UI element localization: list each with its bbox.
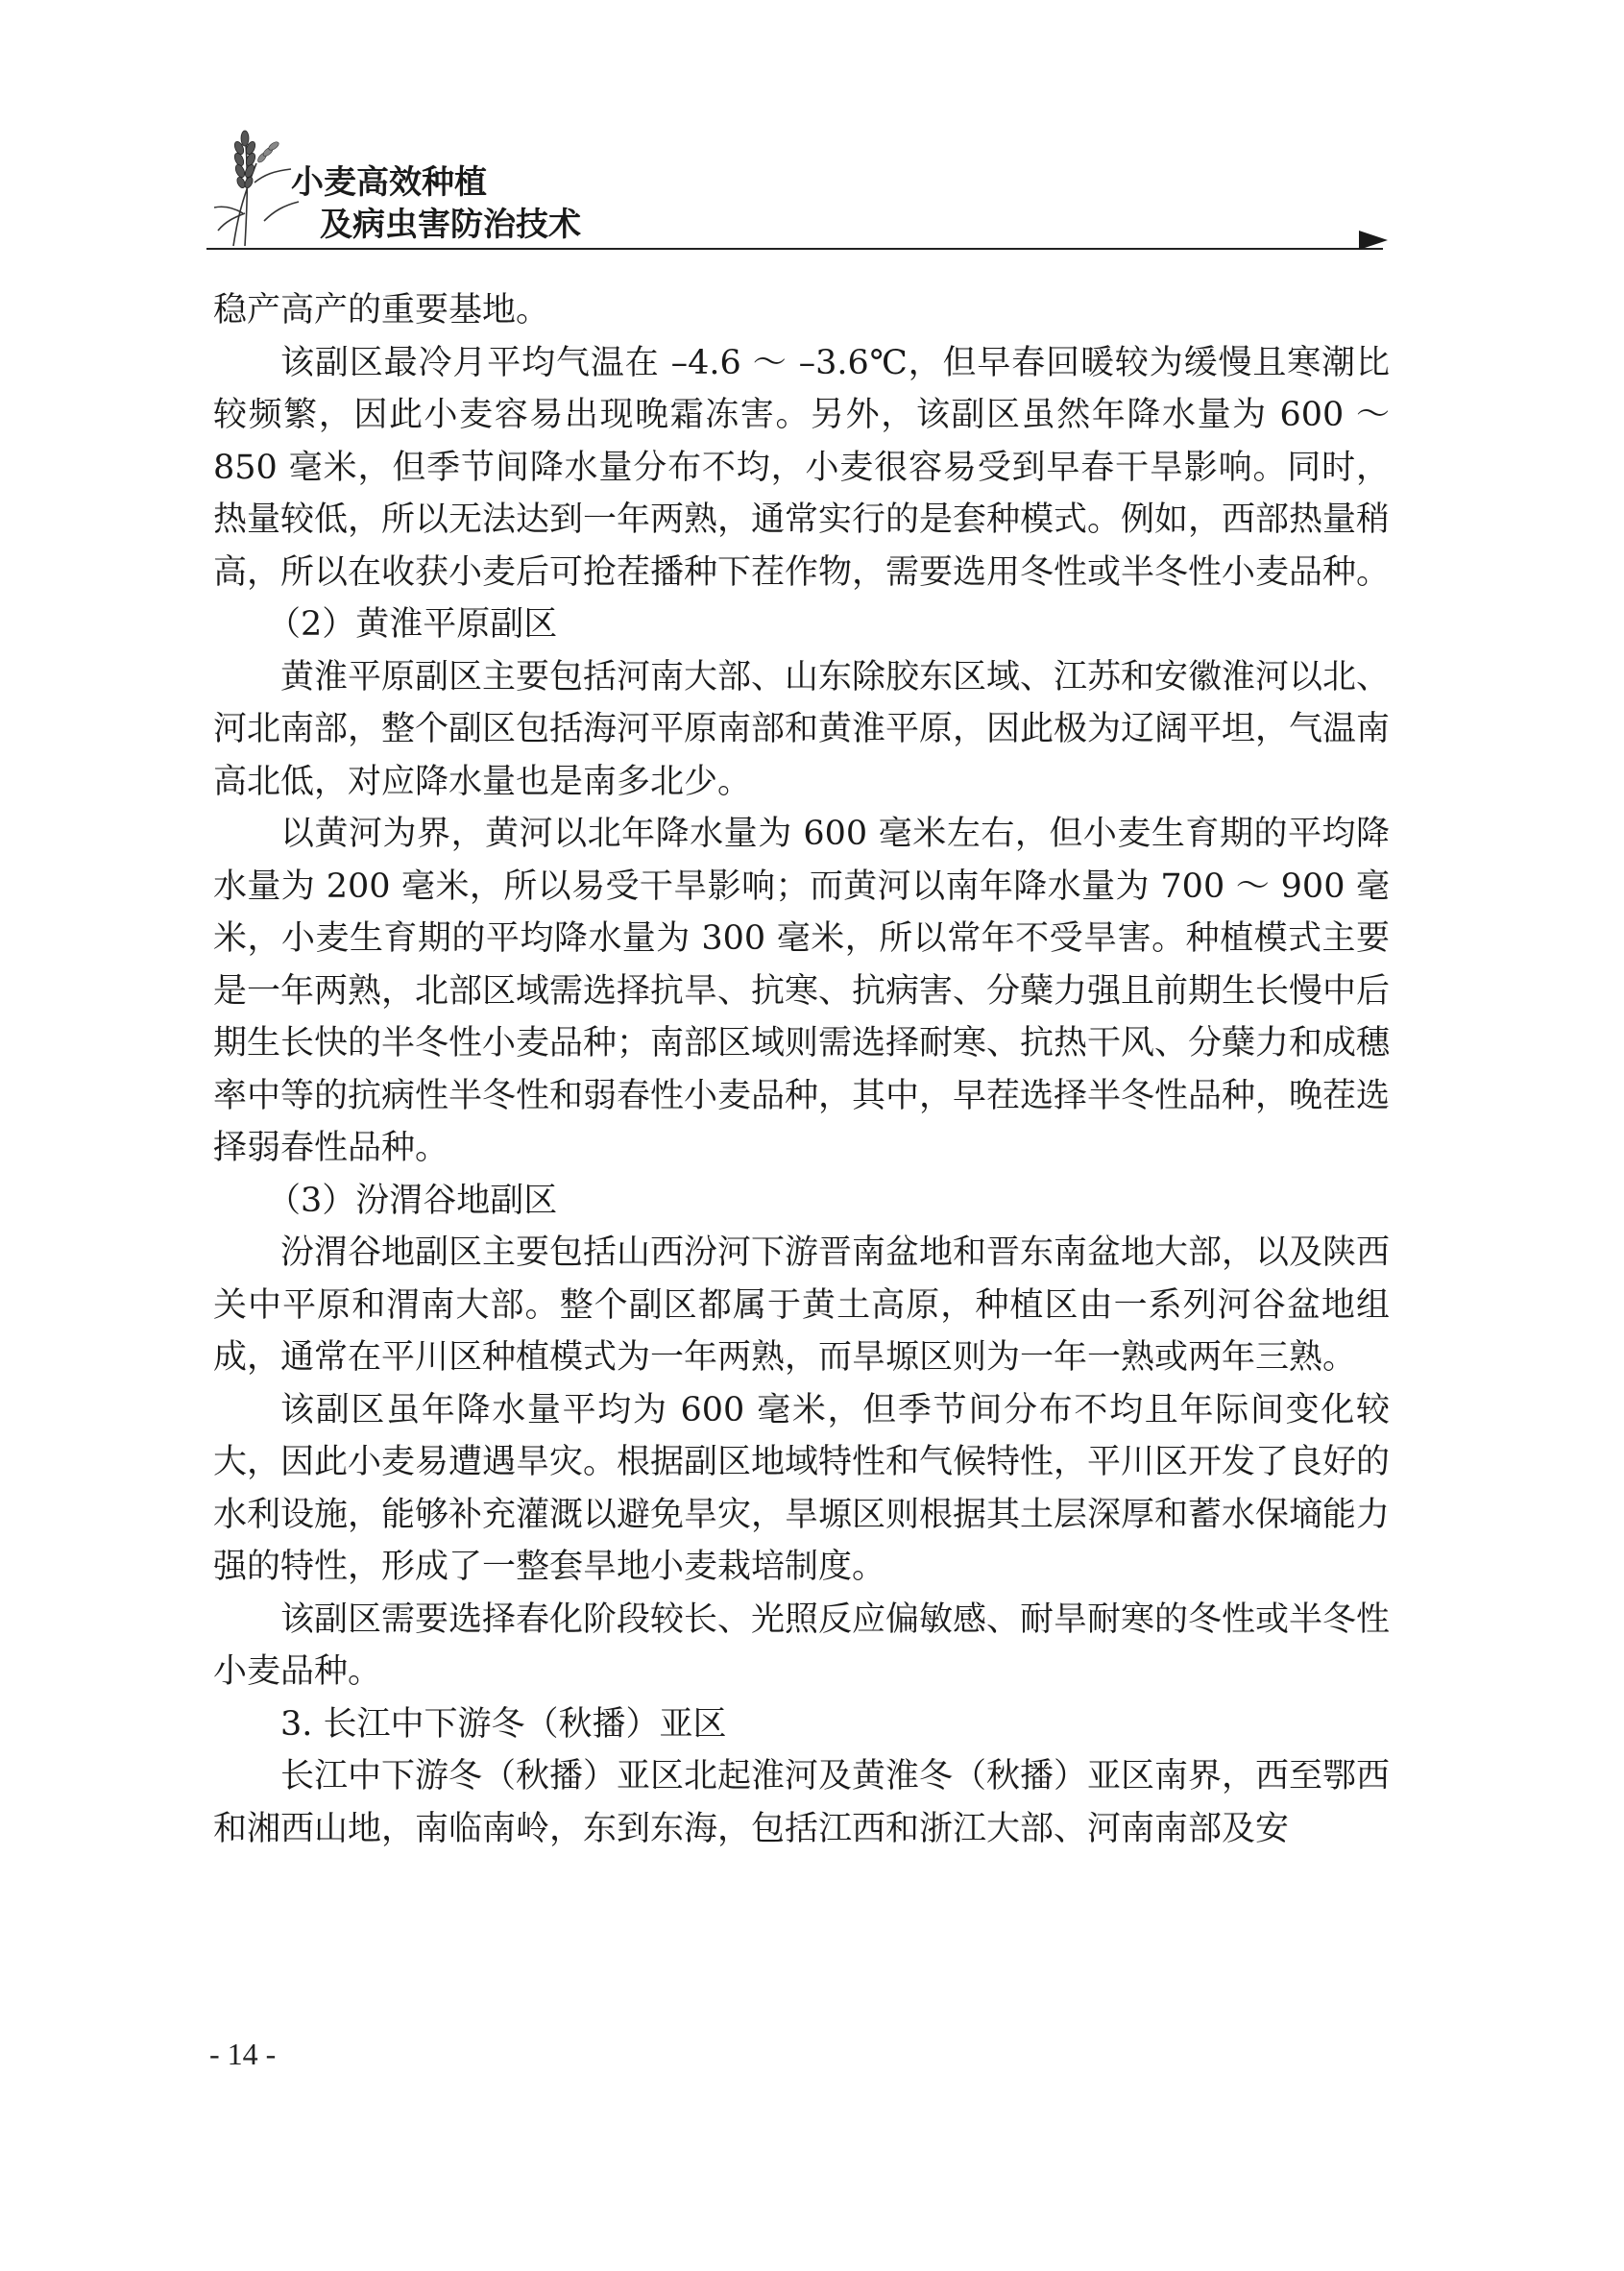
paragraph: 黄淮平原副区主要包括河南大部、山东除胶东区域、江苏和安徽淮河以北、河北南部，整个副区包括海河平原南部和黄淮平原，因此极为辽阔平坦，气温南高北低，对应降水量也是南多北少。 xyxy=(213,657,1391,801)
section-heading: （2）黄淮平原副区 xyxy=(267,605,558,644)
arrow-right-icon xyxy=(1359,231,1388,250)
page-body xyxy=(213,284,1390,1855)
page-number: - 14 - xyxy=(209,2037,277,2071)
header-divider xyxy=(206,248,1383,250)
book-title-line2: 及病虫害防治技术 xyxy=(320,206,581,244)
paragraph: 该副区需要选择春化阶段较长、光照反应偏敏感、耐旱耐寒的冬性或半冬性小麦品种。 xyxy=(213,1599,1391,1691)
paragraph: 长江中下游冬（秋播）亚区北起淮河及黄淮冬（秋播）亚区南界，西至鄂西和湘西山地，南临南岭，东到东海，包括江西和浙江大部、河南南部及安 xyxy=(213,1757,1391,1848)
section-heading: 3. 长江中下游冬（秋播）亚区 xyxy=(280,1704,727,1744)
running-header xyxy=(206,125,1388,250)
paragraph: 该副区虽年降水量平均为 600 毫米，但季节间分布不均且年际间变化较大，因此小麦易遭遇旱灾。根据副区地域特性和气候特性，平川区开发了良好的水利设施，能够补充灌溉以避免旱灾，旱塬区则根据其土层深厚和蓄水保墒能力强的特性，形成了一整套旱地小麦栽培制度。 xyxy=(213,1390,1391,1586)
paragraph: 稳产高产的重要基地。 xyxy=(213,291,550,330)
paragraph: 该副区最冷月平均气温在 –4.6 ～ –3.6℃，但早春回暖较为缓慢且寒潮比较频繁，因此小麦容易出现晚霜冻害。另外，该副区虽然年降水量为 600 ～ 850 毫米，但季节间降水量分布不均，小麦很容易受到早春干旱影响。同时，热量较低，所以无法达到一年两熟，通常实行的是套种模式。例如，西部热量稍高，所以在收获小麦后可抢茬播种下茬作物，需要选用冬性或半冬性小麦品种。 xyxy=(213,343,1391,592)
book-title xyxy=(291,161,581,246)
paragraph: 以黄河为界，黄河以北年降水量为 600 毫米左右，但小麦生育期的平均降水量为 200 毫米，所以易受干旱影响；而黄河以南年降水量为 700 ～ 900 毫米，小麦生育期的平均降水量为 300 毫米，所以常年不受旱害。种植模式主要是一年两熟，北部区域需选择抗旱、抗寒、抗病害、分蘖力强且前期生长慢中后期生长快的半冬性小麦品种；南部区域则需选择耐寒、抗热干风、分蘖力和成穗率中等的抗病性半冬性和弱春性小麦品种，其中，早茬选择半冬性品种，晚茬选择弱春性品种。 xyxy=(213,815,1391,1167)
book-title-line1: 小麦高效种植 xyxy=(291,163,487,202)
paragraph: 汾渭谷地副区主要包括山西汾河下游晋南盆地和晋东南盆地大部，以及陕西关中平原和渭南大部。整个副区都属于黄土高原，种植区由一系列河谷盆地组成，通常在平川区种植模式为一年两熟，而旱塬区则为一年一熟或两年三熟。 xyxy=(213,1233,1391,1377)
section-heading: （3）汾渭谷地副区 xyxy=(267,1181,558,1220)
